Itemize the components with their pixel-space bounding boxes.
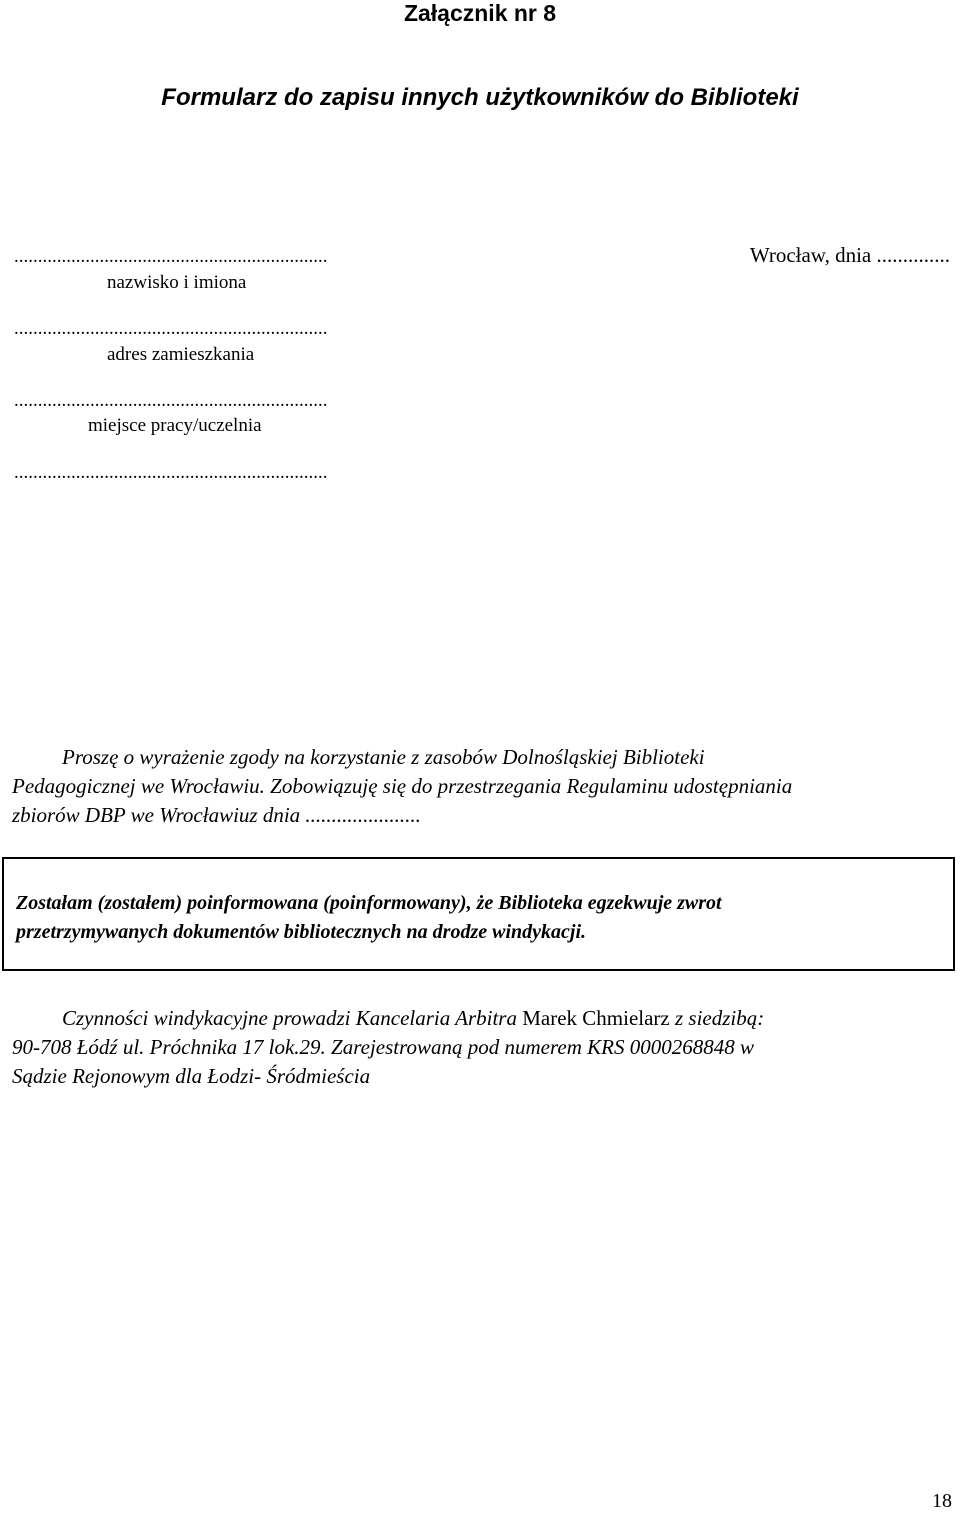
consent-paragraph [12, 743, 952, 830]
workplace-field-dots[interactable]: .................................................................. [14, 390, 328, 411]
name-field-label: nazwisko i imiona [107, 272, 247, 293]
consent-line-3: zbiorów DBP we Wrocławiuz dnia ...................... [12, 803, 421, 827]
form-title: Formularz do zapisu innych użytkowników do Biblioteki [161, 84, 799, 111]
extra-field-dots[interactable]: .................................................................. [14, 462, 328, 483]
notice-text [16, 889, 946, 947]
city-date[interactable]: Wrocław, dnia .............. [749, 243, 950, 267]
collection-part-1: Czynności windykacyjne prowadzi Kancelaria Arbitra [62, 1006, 517, 1030]
address-field-dots[interactable]: .................................................................. [14, 318, 328, 339]
collection-agency-paragraph [12, 1004, 952, 1091]
address-field-label: adres zamieszkania [107, 344, 255, 365]
collection-line-2: 90-708 Łódź ul. Próchnika 17 lok.29. Zarejestrowaną pod numerem KRS 0000268848 w [12, 1035, 754, 1059]
annex-title: Załącznik nr 8 [403, 0, 557, 26]
workplace-field-label: miejsce pracy/uczelnia [88, 415, 262, 436]
page-number: 18 [932, 1490, 952, 1512]
debt-collection-notice-box [2, 857, 955, 971]
consent-line-1: Proszę o wyrażenie zgody na korzystanie z zasobów Dolnośląskiej Biblioteki [62, 745, 705, 769]
collection-agent-name: Marek Chmielarz [522, 1006, 670, 1030]
notice-line-2: przetrzymywanych dokumentów bibliotecznych na drodze windykacji. [16, 921, 587, 943]
notice-line-1: Zostałam (zostałem) poinformowana (poinformowany), że Biblioteka egzekwuje zwrot [16, 892, 722, 914]
collection-line-3: Sądzie Rejonowym dla Łodzi- Śródmieścia [12, 1064, 371, 1088]
name-field-dots[interactable]: .................................................................. [14, 246, 328, 267]
collection-part-2: z siedzibą: [675, 1006, 765, 1030]
consent-line-2: Pedagogicznej we Wrocławiu. Zobowiązuję się do przestrzegania Regulaminu udostępniania [12, 774, 793, 798]
